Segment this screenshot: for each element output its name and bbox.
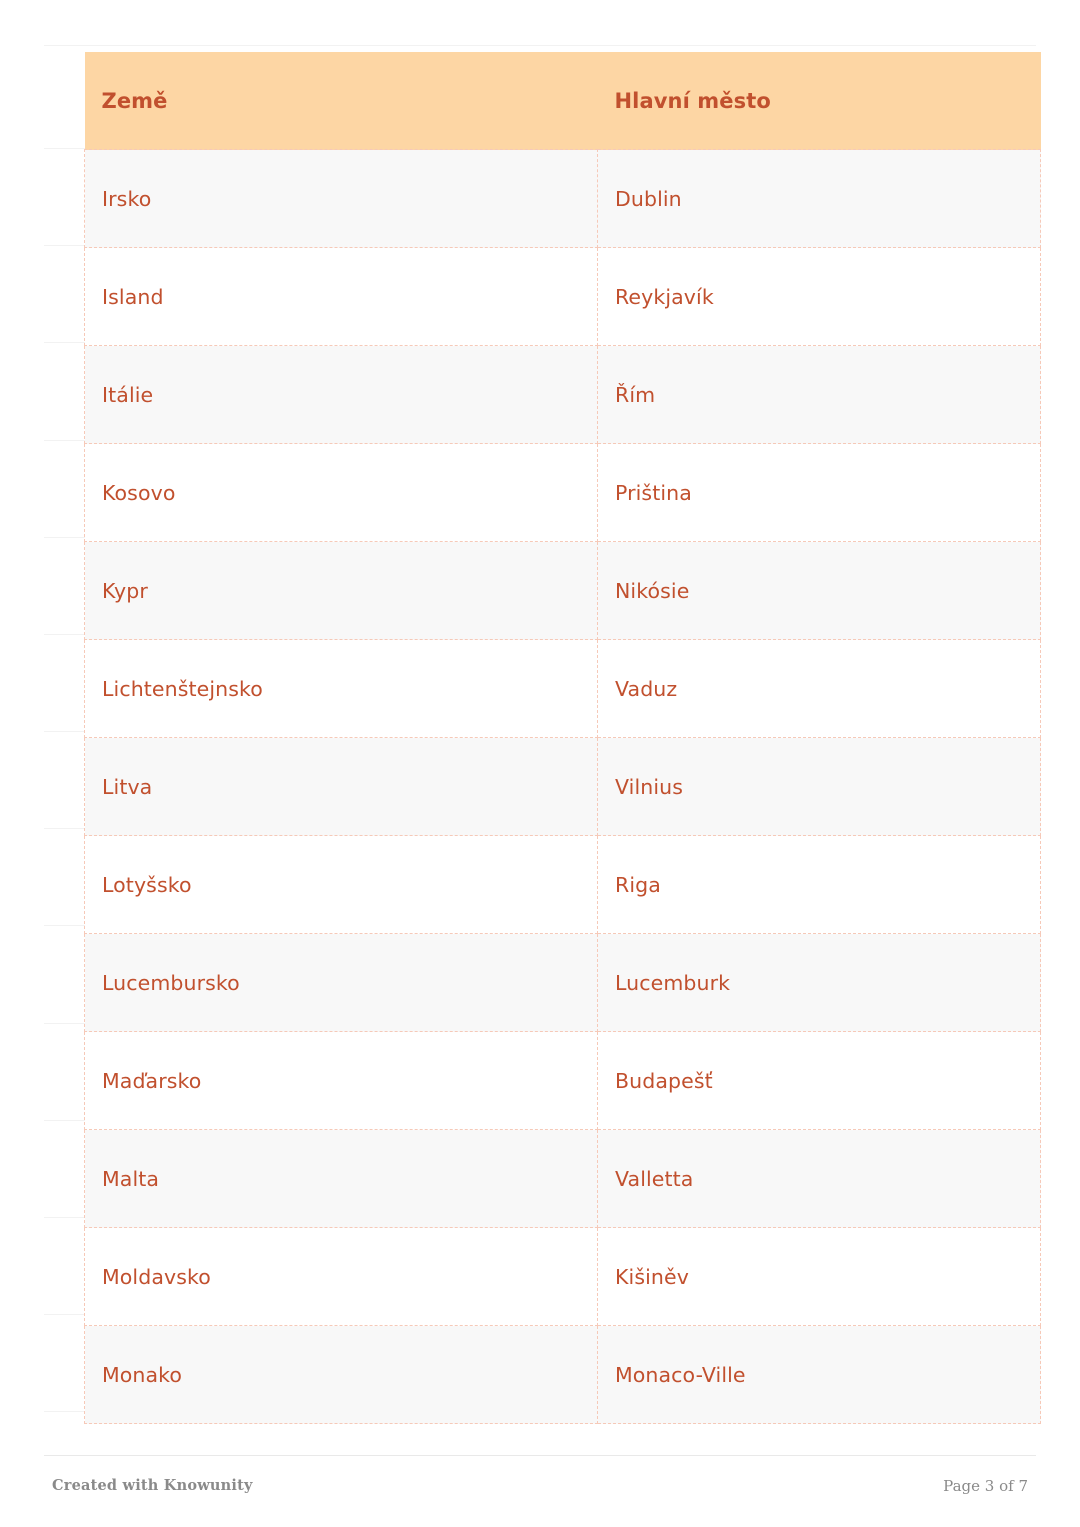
country-capital-table — [84, 52, 1041, 1424]
cell-country: Kosovo — [85, 444, 598, 542]
cell-country: Litva — [85, 738, 598, 836]
cell-capital: Řím — [598, 346, 1041, 444]
cell-country: Malta — [85, 1130, 598, 1228]
cell-country: Island — [85, 248, 598, 346]
column-header-country: Země — [85, 52, 598, 150]
footer-divider — [44, 1455, 1036, 1456]
cell-country: Lucembursko — [85, 934, 598, 1032]
table-row — [85, 150, 1041, 248]
table-row — [85, 346, 1041, 444]
cell-capital: Riga — [598, 836, 1041, 934]
cell-country: Maďarsko — [85, 1032, 598, 1130]
table-row — [85, 444, 1041, 542]
cell-capital: Monaco-Ville — [598, 1326, 1041, 1424]
column-header-capital: Hlavní město — [598, 52, 1041, 150]
cell-capital: Nikósie — [598, 542, 1041, 640]
cell-capital: Vilnius — [598, 738, 1041, 836]
cell-country: Irsko — [85, 150, 598, 248]
table-header — [85, 52, 1041, 150]
table-row — [85, 248, 1041, 346]
cell-country: Itálie — [85, 346, 598, 444]
footer-attribution: Created with Knowunity — [52, 1477, 253, 1494]
cell-capital: Valletta — [598, 1130, 1041, 1228]
cell-capital: Dublin — [598, 150, 1041, 248]
table-row — [85, 934, 1041, 1032]
cell-capital: Priština — [598, 444, 1041, 542]
table-body — [85, 150, 1041, 1424]
table-row — [85, 738, 1041, 836]
table-row — [85, 1032, 1041, 1130]
cell-capital: Reykjavík — [598, 248, 1041, 346]
cell-capital: Kišiněv — [598, 1228, 1041, 1326]
cell-country: Lichtenštejnsko — [85, 640, 598, 738]
cell-country: Kypr — [85, 542, 598, 640]
table-row — [85, 836, 1041, 934]
country-capital-table-container — [84, 52, 1006, 1424]
footer-page-number: Page 3 of 7 — [943, 1477, 1028, 1495]
table-row — [85, 1326, 1041, 1424]
cell-country: Lotyšsko — [85, 836, 598, 934]
table-row — [85, 640, 1041, 738]
table-row — [85, 1130, 1041, 1228]
cell-capital: Budapešť — [598, 1032, 1041, 1130]
table-header-row — [85, 52, 1041, 150]
cell-capital: Lucemburk — [598, 934, 1041, 1032]
cell-country: Monako — [85, 1326, 598, 1424]
page-footer — [0, 1455, 1080, 1527]
cell-country: Moldavsko — [85, 1228, 598, 1326]
cell-capital: Vaduz — [598, 640, 1041, 738]
table-row — [85, 542, 1041, 640]
table-row — [85, 1228, 1041, 1326]
